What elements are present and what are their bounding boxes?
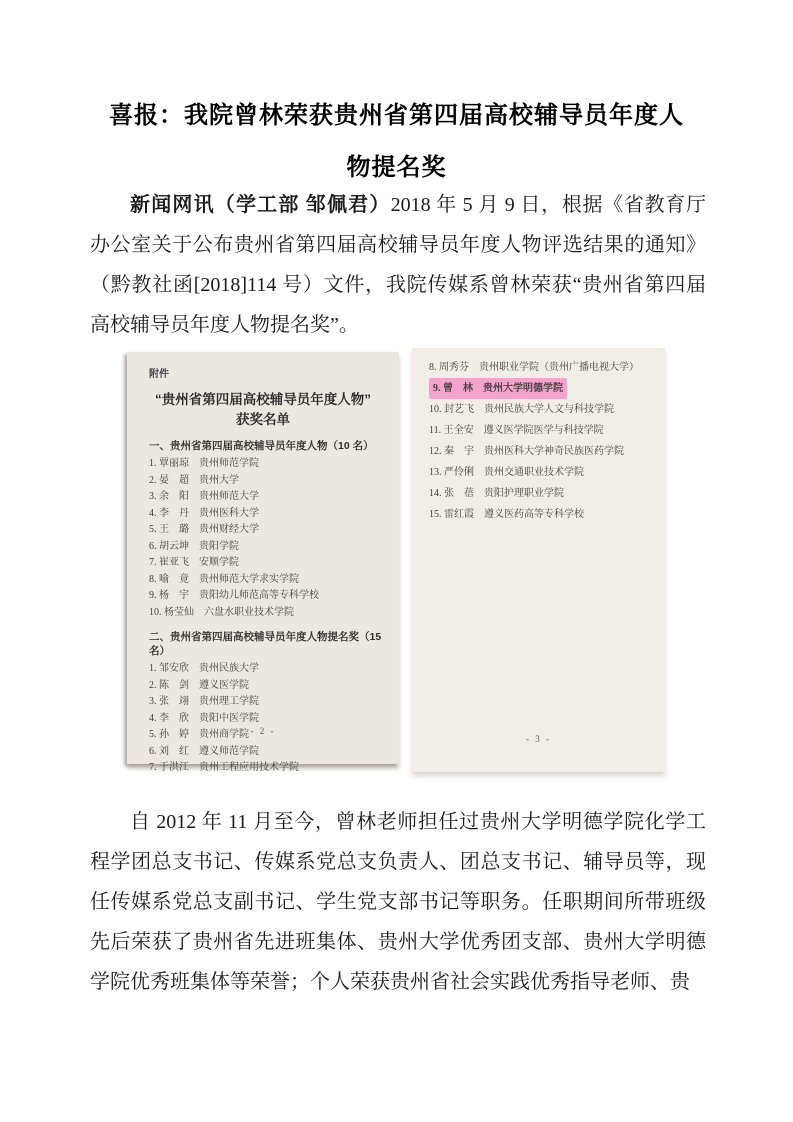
section2-heading: 二、贵州省第四届高校辅导员年度人物提名奖（15 名） — [149, 631, 382, 657]
list-item: 11. 王全安 遵义医学院医学与科技学院 — [429, 425, 604, 436]
list-item: 7. 于洪江 贵州工程应用技术学院 — [149, 762, 299, 773]
attachment-scan-photos — [0, 348, 793, 772]
list-item: 9. 杨 宇 贵阳幼儿师范高等专科学校 — [149, 590, 319, 601]
list-item: 4. 李 丹 贵州医科大学 — [149, 507, 259, 519]
page-number-3: - 3 - — [526, 734, 551, 744]
scan-page-2 — [127, 352, 399, 773]
list-item: 5. 王 璐 贵州财经大学 — [149, 524, 259, 535]
list-item: 5. 孙 婷 贵州商学院 — [149, 729, 249, 740]
list-item: 2. 陈 剑 遵义医学院 — [149, 679, 249, 691]
article-title-line2: 物提名奖 — [346, 154, 447, 181]
list-item: 3. 余 阳 贵州师范大学 — [149, 491, 259, 502]
list-item: 2. 晏 超 贵州大学 — [149, 474, 239, 486]
page-number-2: - 2 - — [250, 726, 276, 736]
list-item: 6. 胡云坤 贵阳学院 — [149, 540, 239, 552]
news-byline: 新闻网讯（学工部 邹佩君） — [130, 194, 391, 216]
award-list-title — [127, 390, 399, 430]
list-item: 6. 刘 红 遵义师范学院 — [149, 745, 259, 757]
article-title — [56, 90, 737, 194]
list-item: 4. 李 欣 贵阳中医学院 — [149, 712, 259, 724]
scan-page-3 — [412, 348, 665, 772]
list-item: 1. 邹安欣 贵州民族大学 — [149, 663, 259, 674]
intro-paragraph — [90, 185, 706, 345]
list-item: 3. 张 翊 贵州理工学院 — [149, 696, 259, 707]
list-item: 1. 覃丽琼 贵州师范学院 — [149, 458, 259, 469]
intro-paragraph-text: 2018 年 5 月 9 日，根据《省教育厅办公室关于公布贵州省第四届高校辅导员年度人物评选结果的通知》（黔教社函[2018]114 号）文件，我院传媒系曾林荣获“贵州省第四届高校辅导员年度人物提名奖”。 — [90, 194, 707, 336]
attachment-label: 附件 — [149, 369, 169, 380]
list-item: 15. 雷红霞 遵义医药高等专科学校 — [429, 509, 584, 520]
list-item: 14. 张 蓓 贵阳护理职业学院 — [429, 488, 564, 499]
award-list-title-line1: “贵州省第四届高校辅导员年度人物” — [155, 392, 371, 407]
award-list-title-line2: 获奖名单 — [236, 412, 290, 427]
list-item: 10. 封艺飞 贵州民族大学人文与科技学院 — [429, 404, 614, 415]
list-item: 8. 周秀芬 贵州职业学院（贵州广播电视大学） — [429, 362, 639, 373]
list-item: 8. 喻 竟 贵州师范大学求实学院 — [149, 573, 299, 585]
list-item: 12. 秦 宇 贵州医科大学神奇民族医药学院 — [429, 446, 624, 457]
article-title-line1: 喜报：我院曾林荣获贵州省第四届高校辅导员年度人 — [109, 102, 684, 129]
bio-paragraph: 自 2012 年 11 月至今，曾林老师担任过贵州大学明德学院化学工程学团总支书记、传媒系党总支负责人、团总支书记、辅导员等，现任传媒系党总支副书记、学生党支部书记等职务。任职期间所带班级先后荣获了贵州省先进班集体、贵州大学优秀团支部、贵州大学明德学院优秀班集体等荣誉；个人荣获贵州省社会实践优秀指导老师、贵 — [90, 811, 706, 993]
highlighted-winner-row: 9. 曾 林 贵州大学明德学院 — [429, 378, 567, 399]
section1-heading: 一、贵州省第四届高校辅导员年度人物（10 名） — [149, 440, 374, 452]
list-item: 10. 杨莹仙 六盘水职业技术学院 — [149, 606, 294, 618]
list-item: 13. 严伶俐 贵州交通职业技术学院 — [429, 467, 584, 478]
list-item: 7. 崔亚飞 安顺学院 — [149, 557, 239, 568]
